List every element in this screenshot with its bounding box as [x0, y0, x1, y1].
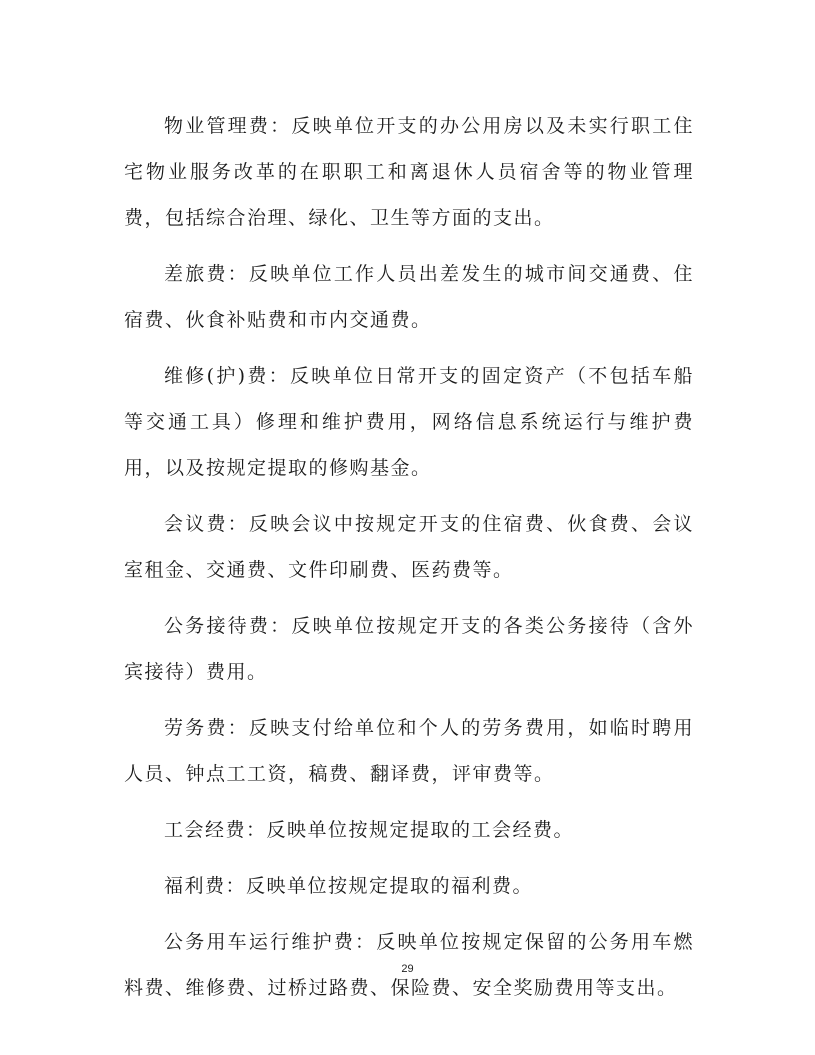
body-text [124, 103, 694, 1021]
paragraph-welfare-fee: 福利费：反映单位按规定提取的福利费。 [164, 875, 534, 897]
paragraph-travel-expenses: 差旅费：反映单位工作人员出差发生的城市间交通费、住宿费、伙食补贴费和市内交通费。 [124, 263, 694, 331]
paragraph-maintenance-fee: 维修(护)费：反映单位日常开支的固定资产（不包括车船等交通工具）修理和维护费用，网络信息系统运行与维护费用，以及按规定提取的修购基金。 [124, 365, 694, 479]
paragraph-official-vehicle-fee: 公务用车运行维护费：反映单位按规定保留的公务用车燃料费、维修费、过桥过路费、保险费、安全奖励费用等支出。 [124, 931, 694, 999]
page-number: 29 [401, 963, 414, 975]
paragraph-labor-service-fee: 劳务费：反映支付给单位和个人的劳务费用，如临时聘用人员、钟点工工资，稿费、翻译费，评审费等。 [124, 717, 694, 785]
paragraph-union-funds: 工会经费：反映单位按规定提取的工会经费。 [164, 819, 575, 841]
paragraph-property-management-fee: 物业管理费：反映单位开支的办公用房以及未实行职工住宅物业服务改革的在职职工和离退休人员宿舍等的物业管理费，包括综合治理、绿化、卫生等方面的支出。 [124, 115, 694, 229]
paragraph-meeting-fee: 会议费：反映会议中按规定开支的住宿费、伙食费、会议室租金、交通费、文件印刷费、医药费等。 [124, 513, 694, 581]
paragraph-official-reception-fee: 公务接待费：反映单位按规定开支的各类公务接待（含外宾接待）费用。 [124, 615, 694, 683]
